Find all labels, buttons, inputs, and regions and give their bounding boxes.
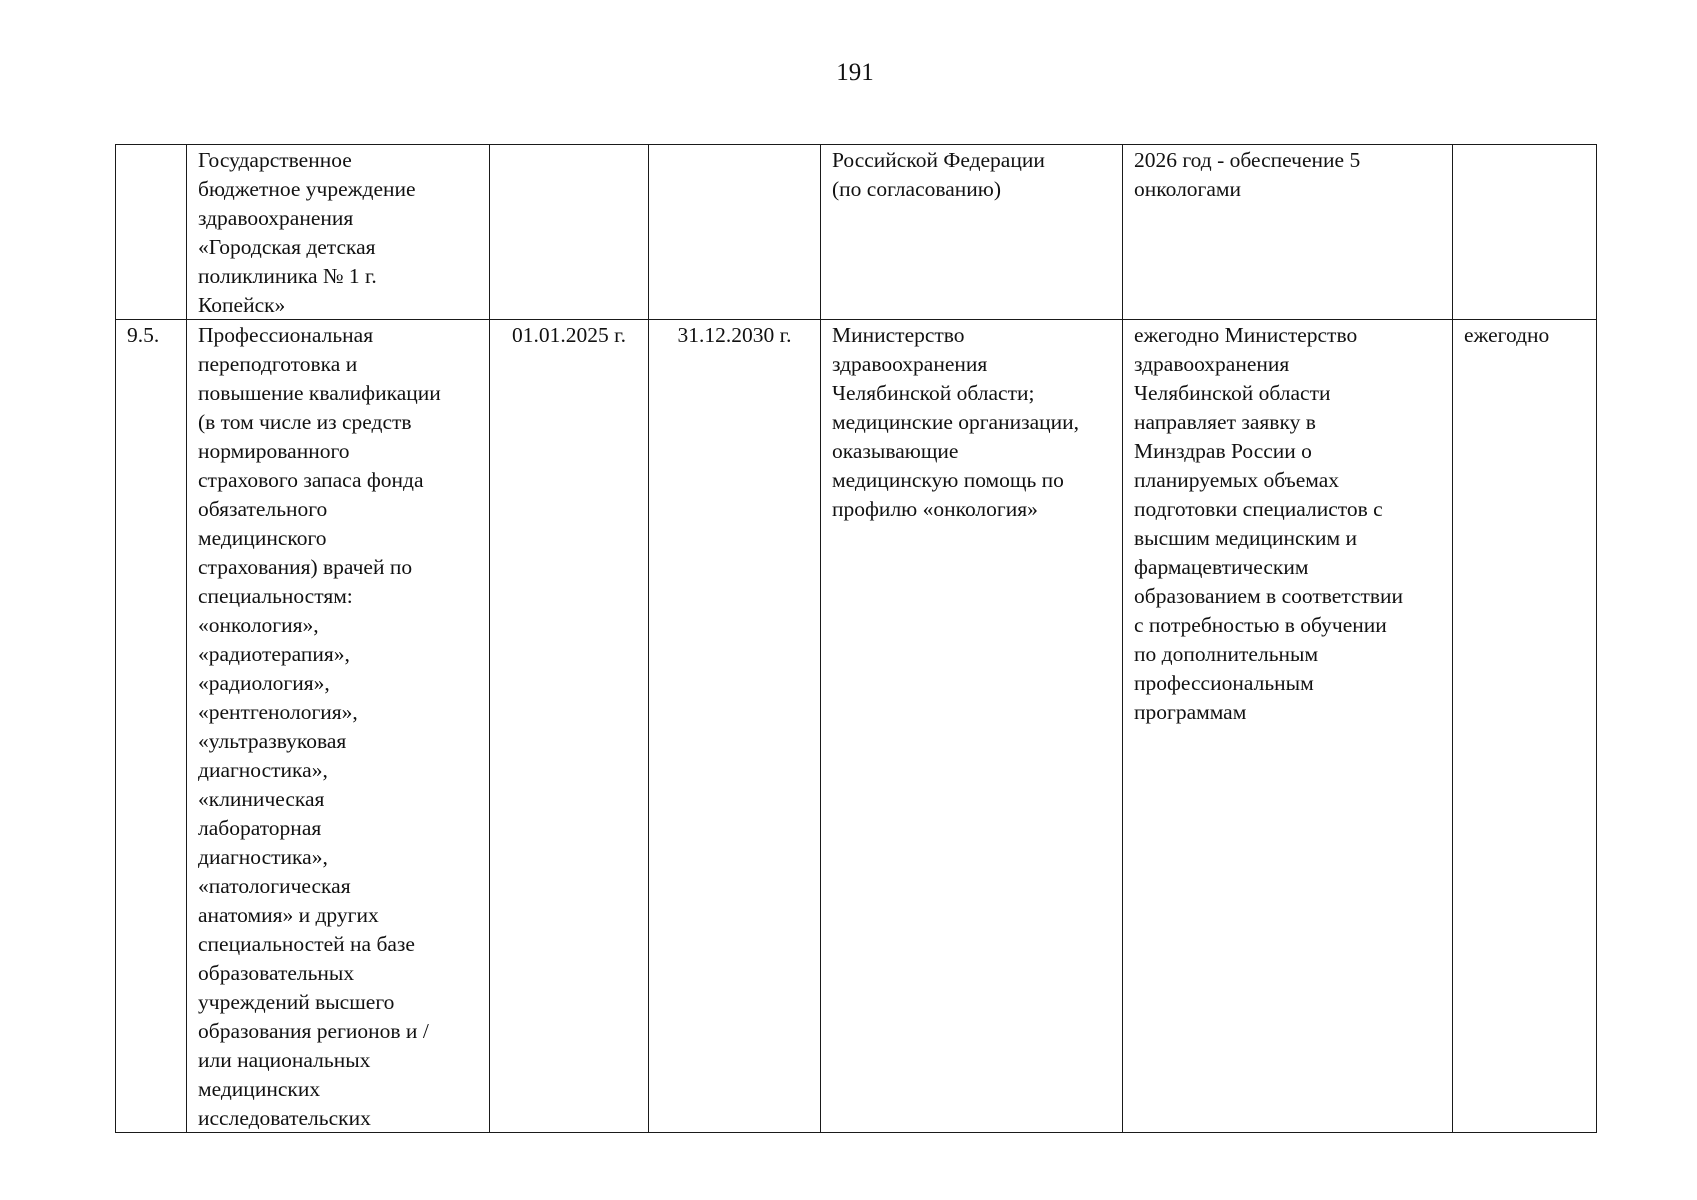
- cell-line: страхования) врачей по: [198, 555, 413, 579]
- cell-line: (по согласованию): [832, 177, 1002, 201]
- cell-line: обязательного: [198, 497, 328, 521]
- cell-event: [187, 145, 490, 320]
- cell-line: фармацевтическим: [1134, 555, 1309, 579]
- page-number: 191: [836, 59, 874, 86]
- cell-line: профилю «онкология»: [832, 497, 1038, 521]
- cell-line: учреждений высшего: [198, 990, 395, 1014]
- cell-line: (в том числе из средств: [198, 410, 412, 434]
- cell-line: по дополнительным: [1134, 642, 1319, 666]
- cell-line: образованием в соответствии: [1134, 584, 1404, 608]
- cell-line: «патологическая: [198, 874, 351, 898]
- cell-line: 01.01.2025 г.: [512, 323, 626, 347]
- cell-line: здравоохранения: [198, 206, 354, 230]
- plan-table: [115, 144, 1597, 1133]
- cell-line: Государственное: [198, 148, 352, 172]
- cell-number: [116, 320, 187, 1133]
- cell-line: 31.12.2030 г.: [677, 323, 792, 347]
- cell-line: Челябинской области;: [832, 381, 1035, 405]
- table-body: [116, 145, 1597, 1133]
- cell-event: [187, 320, 490, 1133]
- cell-line: образовательных: [198, 961, 355, 985]
- cell-line: Российской Федерации: [832, 148, 1045, 172]
- cell-line: анатомия» и других: [198, 903, 379, 927]
- cell-line: Министерство: [832, 323, 965, 347]
- cell-start-date: [490, 145, 649, 320]
- cell-period: [1453, 145, 1597, 320]
- cell-line: «онкология»,: [198, 613, 319, 637]
- cell-result: [1123, 320, 1453, 1133]
- cell-line: здравоохранения: [1134, 352, 1290, 376]
- cell-line: онкологами: [1134, 177, 1242, 201]
- cell-line: повышение квалификации: [198, 381, 441, 405]
- cell-line: «ультразвуковая: [198, 729, 347, 753]
- cell-executor: [821, 320, 1123, 1133]
- cell-line: диагностика»,: [198, 845, 328, 869]
- cell-line: ежегодно Министерство: [1134, 323, 1358, 347]
- cell-line: исследовательских: [198, 1106, 371, 1130]
- cell-end-date: [649, 145, 821, 320]
- cell-line: медицинскую помощь по: [832, 468, 1064, 492]
- cell-line: образования регионов и /: [198, 1019, 429, 1043]
- cell-line: бюджетное учреждение: [198, 177, 416, 201]
- cell-line: поликлиника № 1 г.: [198, 264, 377, 288]
- cell-line: профессиональным: [1134, 671, 1314, 695]
- cell-line: высшим медицинским и: [1134, 526, 1357, 550]
- cell-line: лабораторная: [198, 816, 322, 840]
- cell-period: [1453, 320, 1597, 1133]
- cell-line: «радиология»,: [198, 671, 330, 695]
- cell-start-date: [490, 320, 649, 1133]
- cell-line: Минздрав России о: [1134, 439, 1312, 463]
- cell-line: планируемых объемах: [1134, 468, 1340, 492]
- cell-number: [116, 145, 187, 320]
- cell-line: страхового запаса фонда: [198, 468, 424, 492]
- cell-line: программам: [1134, 700, 1247, 724]
- cell-line: 2026 год - обеспечение 5: [1134, 148, 1361, 172]
- cell-line: «рентгенология»,: [198, 700, 358, 724]
- cell-line: «Городская детская: [198, 235, 376, 259]
- cell-line: «клиническая: [198, 787, 325, 811]
- cell-line: специальностей на базе: [198, 932, 415, 956]
- cell-executor: [821, 145, 1123, 320]
- cell-result: [1123, 145, 1453, 320]
- cell-line: 9.5.: [127, 323, 160, 347]
- cell-line: Челябинской области: [1134, 381, 1331, 405]
- cell-line: Копейск»: [198, 293, 286, 317]
- cell-line: оказывающие: [832, 439, 959, 463]
- cell-line: направляет заявку в: [1134, 410, 1316, 434]
- cell-line: медицинского: [198, 526, 327, 550]
- cell-end-date: [649, 320, 821, 1133]
- cell-line: медицинские организации,: [832, 410, 1080, 434]
- cell-line: переподготовка и: [198, 352, 358, 376]
- cell-line: специальностям:: [198, 584, 353, 608]
- table-row: [116, 320, 1597, 1133]
- cell-line: диагностика»,: [198, 758, 328, 782]
- cell-line: нормированного: [198, 439, 350, 463]
- cell-line: ежегодно: [1464, 323, 1550, 347]
- cell-line: подготовки специалистов с: [1134, 497, 1383, 521]
- cell-line: медицинских: [198, 1077, 321, 1101]
- cell-line: здравоохранения: [832, 352, 988, 376]
- cell-line: Профессиональная: [198, 323, 374, 347]
- cell-line: с потребностью в обучении: [1134, 613, 1387, 637]
- cell-line: или национальных: [198, 1048, 371, 1072]
- table-row: [116, 145, 1597, 320]
- cell-line: «радиотерапия»,: [198, 642, 350, 666]
